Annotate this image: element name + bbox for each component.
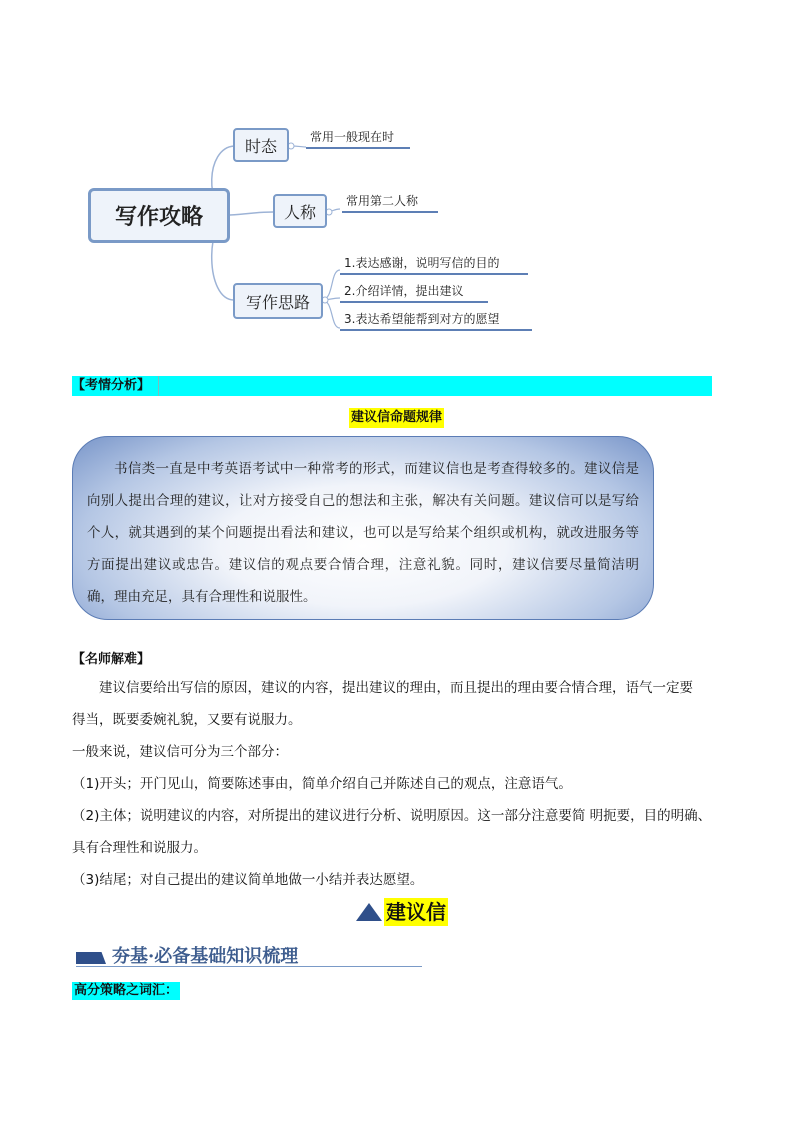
teacher-line-3: 一般来说，建议信可分为三个部分： bbox=[72, 744, 288, 760]
teacher-heading: 【名师解难】 bbox=[72, 652, 151, 667]
mindmap-leaf-approach-3-text: 3.表达希望能帮到对方的愿望 bbox=[344, 312, 500, 326]
mindmap-leaf-tense-text: 常用一般现在时 bbox=[310, 130, 395, 144]
mindmap-leaf-approach-1 bbox=[340, 254, 528, 275]
mindmap-leaf-tense bbox=[306, 128, 410, 149]
banner-block-icon bbox=[76, 952, 106, 964]
vocab-label: 高分策略之词汇： bbox=[74, 983, 179, 998]
teacher-line-4: （1)开头；开门见山，简要陈述事由，简单介绍自己并陈述自己的观点，注意语气。 bbox=[72, 776, 572, 792]
section-banner-text: 夯基·必备基础知识梳理 bbox=[112, 946, 299, 967]
mindmap-connectors bbox=[0, 0, 794, 360]
teacher-line-7: （3)结尾；对自己提出的建议简单地做一小结并表达愿望。 bbox=[72, 872, 424, 888]
mindmap-leaf-approach-1-text: 1.表达感谢，说明写信的目的 bbox=[344, 256, 500, 270]
section-banner bbox=[76, 940, 422, 967]
subtitle bbox=[356, 898, 448, 926]
mindmap-center-label: 写作攻略 bbox=[114, 205, 203, 230]
triangle-icon bbox=[356, 903, 382, 921]
mindmap-center-node bbox=[88, 188, 230, 243]
mindmap-leaf-person-text: 常用第二人称 bbox=[346, 194, 419, 208]
mindmap-node-approach bbox=[233, 283, 323, 319]
mindmap-leaf-approach-2 bbox=[340, 282, 488, 303]
mindmap-node-tense-label: 时态 bbox=[244, 136, 277, 156]
subtitle-text: 建议信 bbox=[386, 900, 446, 924]
teacher-line-1: 建议信要给出写信的原因，建议的内容，提出建议的理由，而且提出的理由要合情合理，语气一定要 bbox=[99, 680, 693, 696]
mindmap-leaf-approach-2-text: 2.介绍详情，提出建议 bbox=[344, 284, 464, 298]
mindmap-leaf-person bbox=[342, 192, 438, 213]
mindmap-node-person-label: 人称 bbox=[283, 202, 316, 222]
teacher-line-2: 得当，既要委婉礼貌，又要有说服力。 bbox=[72, 712, 302, 728]
mindmap-leaf-approach-3 bbox=[340, 310, 532, 331]
analysis-rule-text: 书信类一直是中考英语考试中一种常考的形式，而建议信也是考查得较多的。建议信是向别人提出合理的建议，让对方接受自己的想法和主张，解决有关问题。建议信可以是写给个人，就其遇到的某个问题提出看法和建议，也可以是写给某个组织或机构，就改进服务等方面提出建议或忠告。建议信的观点要合情合理，注意礼貌。同时，建议信要尽量简洁明确，理由充足，具有合理性和说服性。 bbox=[87, 461, 639, 605]
mindmap-node-person bbox=[273, 194, 327, 228]
teacher-line-5: （2)主体；说明建议的内容，对所提出的建议进行分析、说明原因。这一部分注意要简 明扼要，目的明确、 bbox=[72, 808, 712, 824]
mindmap-node-tense bbox=[233, 128, 289, 162]
analysis-rule-box bbox=[72, 436, 654, 620]
teacher-line-6: 具有合理性和说服力。 bbox=[72, 840, 207, 856]
analysis-title: 建议信命题规律 bbox=[349, 408, 444, 428]
analysis-highlight-bar bbox=[72, 376, 712, 396]
mindmap-node-approach-label: 写作思路 bbox=[245, 292, 310, 312]
analysis-label: 【考情分析】 bbox=[72, 376, 159, 396]
